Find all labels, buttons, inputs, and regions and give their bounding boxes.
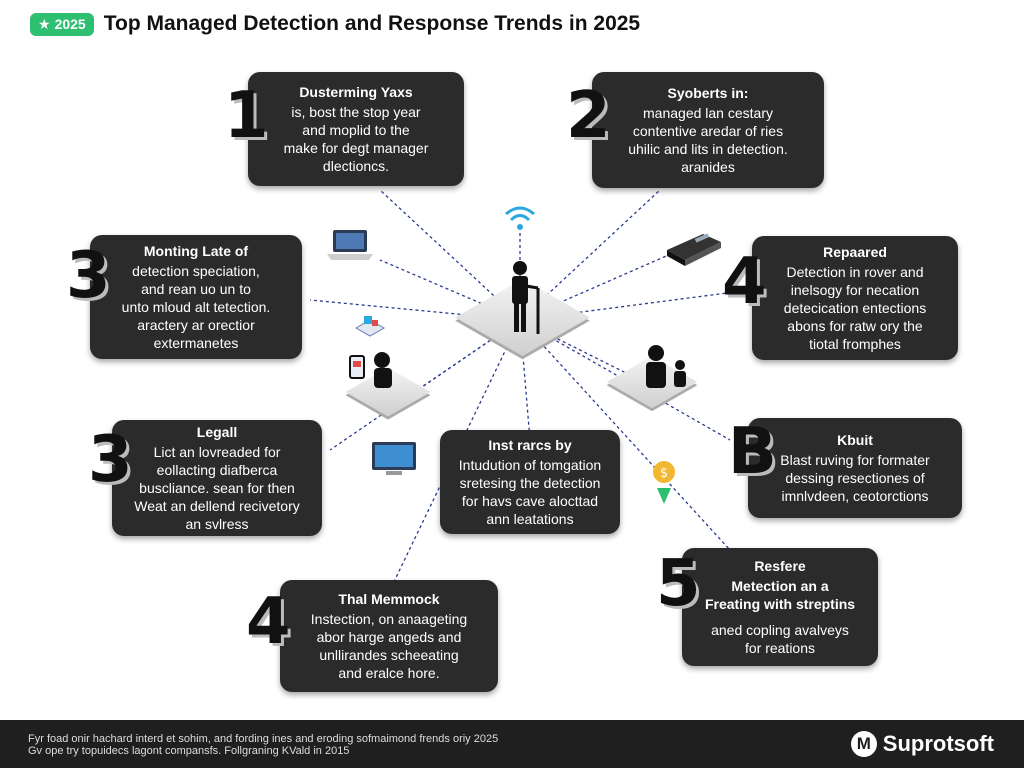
footer-text: [28, 733, 498, 757]
card-line: unllirandes scheeating: [319, 647, 459, 663]
star-icon: ★: [38, 15, 51, 32]
trend-card-5: [112, 420, 322, 536]
card-line: dlectioncs.: [322, 158, 390, 174]
card-line: aranides: [681, 159, 735, 175]
brand-logo[interactable]: [851, 731, 994, 757]
footer: [0, 720, 1024, 768]
card-line: Detection in rover and: [786, 264, 924, 280]
card-line: sretesing the detection: [459, 475, 601, 491]
data-icon: [352, 310, 388, 340]
card-line: uhilic and lits in detection.: [628, 141, 788, 157]
card-heading: Inst rarcs by: [488, 437, 572, 453]
card-line: aned copling avalveys: [711, 622, 849, 638]
card-line: and moplid to the: [302, 122, 410, 138]
trend-card-6: [440, 430, 620, 534]
trend-number-5: 3: [88, 423, 133, 497]
card-heading: Monting Late of: [143, 243, 249, 259]
suprotsoft-logo-icon: M: [851, 731, 877, 757]
laptop-icon: [325, 228, 375, 264]
card-line: managed lan cestary: [643, 105, 773, 121]
person-with-tablet-icon: [348, 350, 408, 400]
trend-number-8: 4: [246, 585, 291, 659]
card-line: tiotal fromphes: [809, 336, 901, 352]
card-line: Blast ruving for formater: [780, 452, 930, 468]
trend-number-2: 2: [566, 79, 611, 153]
server-icon: [663, 230, 725, 268]
card-line: for havs cave alocttad: [461, 493, 599, 509]
page-title: Top Managed Detection and Response Trends in 2025: [103, 12, 641, 35]
card-heading: Resfere: [754, 558, 806, 574]
card-line: detection speciation,: [132, 263, 260, 279]
trend-card-1: [248, 72, 464, 186]
card-line: make for degt manager: [283, 140, 429, 156]
card-line: Intudution of tomgation: [458, 457, 602, 473]
footer-line: Gv ope try topuidecs lagont compansfs. Follgraning KVald in 2015: [28, 745, 350, 757]
people-icon: [640, 345, 690, 393]
trend-card-9: [682, 548, 878, 666]
trend-number-9: 5: [656, 547, 701, 621]
trend-card-7: [748, 418, 962, 518]
card-line: unto mloud alt tetection.: [121, 299, 271, 315]
trend-number-1: 1: [224, 79, 269, 153]
card-line: and eralce hore.: [338, 665, 440, 681]
trend-card-2: [592, 72, 824, 188]
trend-number-7: B: [728, 415, 777, 489]
card-heading: Legall: [196, 424, 238, 440]
card-heading: Thal Memmock: [338, 591, 440, 607]
card-line: is, bost the stop year: [291, 104, 421, 120]
card-line: Freating with streptins: [704, 596, 856, 612]
card-line: aractery ar orectior: [137, 317, 255, 333]
footer-line: Fyr foad onir hachard interd et sohim, and fording ines and eroding sofmaimond frends oriy 2025: [28, 733, 499, 745]
card-line: buscliance. sean for then: [139, 480, 295, 496]
trend-card-3: [90, 235, 302, 359]
card-line: abor harge angeds and: [316, 629, 462, 645]
card-line: imnlvdeen, ceotorctions: [781, 488, 929, 504]
card-line: for reations: [744, 640, 816, 656]
trend-number-3: 3: [66, 239, 111, 313]
card-line: abons for ratw ory the: [787, 318, 923, 334]
person-icon: [504, 258, 544, 338]
card-line: detecication entections: [783, 300, 927, 316]
monitor-icon: [368, 440, 420, 478]
card-line: Instection, on anaageting: [310, 611, 468, 627]
year-badge-label: 2025: [54, 16, 86, 32]
card-line: contentive aredar of ries: [632, 123, 784, 139]
card-line: Metection an a: [731, 578, 829, 594]
location-pin-icon: [648, 458, 680, 510]
wifi-icon: [503, 202, 537, 236]
card-line: extermanetes: [153, 335, 239, 351]
card-line: inelsogy for necation: [790, 282, 920, 298]
card-line: dessing resectiones of: [785, 470, 925, 486]
card-line: Weat an dellend recivetory: [134, 498, 300, 514]
card-heading: Dusterming Yaxs: [299, 84, 413, 100]
brand-name: Suprotsoft: [882, 731, 994, 756]
svg-text:$: $: [659, 466, 669, 481]
card-heading: Syoberts in:: [667, 85, 749, 101]
card-line: an svlress: [185, 516, 249, 532]
card-heading: Repaared: [823, 244, 887, 260]
card-line: and rean uo un to: [141, 281, 251, 297]
card-line: eollacting diafberca: [156, 462, 278, 478]
trend-card-4: [752, 236, 958, 360]
card-line: ann leatations: [486, 511, 574, 527]
card-line: Lict an lovreaded for: [153, 444, 281, 460]
card-heading: Kbuit: [837, 432, 873, 448]
trend-number-4: 4: [722, 245, 767, 319]
trend-card-8: [280, 580, 498, 692]
